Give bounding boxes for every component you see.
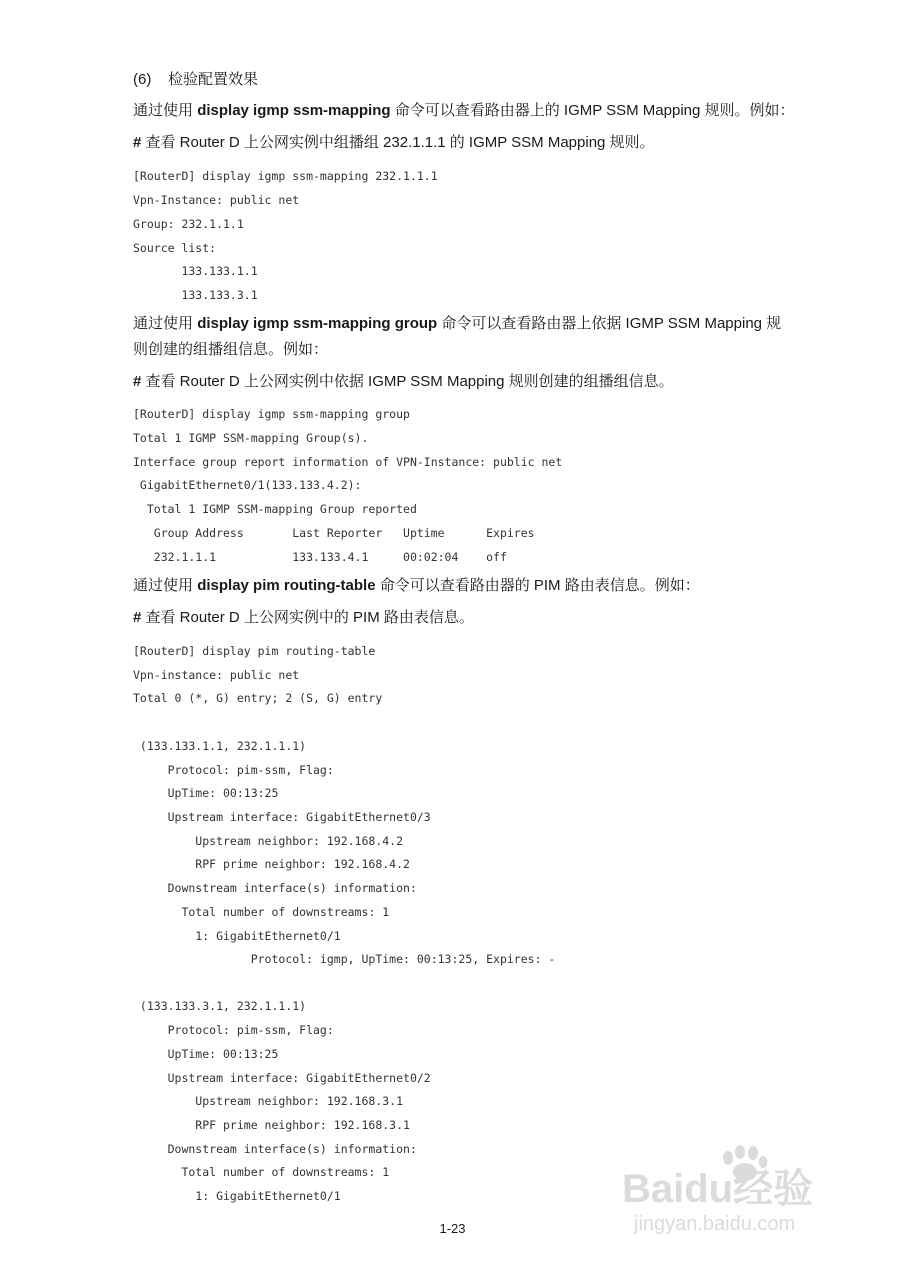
- example-caption: # 查看 Router D 上公网实例中的 PIM 路由表信息。: [133, 609, 474, 626]
- code-line: GigabitEthernet0/1(133.133.4.2):: [133, 478, 362, 492]
- baidu-watermark: [620, 1140, 850, 1240]
- code-line: Upstream neighbor: 192.168.4.2: [133, 834, 404, 848]
- code-line: RPF prime neighbor: 192.168.4.2: [133, 857, 410, 871]
- code-line: [RouterD] display igmp ssm-mapping group: [133, 407, 410, 421]
- code-line: 133.133.1.1: [133, 264, 258, 278]
- code-line: 133.133.3.1: [133, 288, 258, 302]
- code-line: Upstream neighbor: 192.168.3.1: [133, 1094, 404, 1108]
- code-line: Vpn-Instance: public net: [133, 193, 300, 207]
- code-line: Group Address Last Reporter Uptime Expires: [133, 526, 535, 540]
- baidu-paw-logo-icon: [620, 1140, 850, 1240]
- code-line: Interface group report information of VPN-Instance: public net: [133, 455, 563, 469]
- code-line: Total number of downstreams: 1: [133, 1165, 390, 1179]
- code-line: Upstream interface: GigabitEthernet0/2: [133, 1071, 431, 1085]
- code-line: RPF prime neighbor: 192.168.3.1: [133, 1118, 410, 1132]
- code-line: 1: GigabitEthernet0/1: [133, 1189, 341, 1203]
- code-line: Protocol: pim-ssm, Flag:: [133, 1023, 334, 1037]
- command-name: display pim routing-table: [197, 577, 376, 594]
- code-line: 232.1.1.1 133.133.4.1 00:02:04 off: [133, 550, 507, 564]
- code-line: Source list:: [133, 241, 217, 255]
- code-line: Total 0 (*, G) entry; 2 (S, G) entry: [133, 691, 383, 705]
- paragraph-display-igmp-ssm-mapping-group: 通过使用 display igmp ssm-mapping group 命令可以查看路由器上依据 IGMP SSM Mapping 规: [133, 315, 782, 332]
- code-line: Total 1 IGMP SSM-mapping Group(s).: [133, 431, 369, 445]
- command-name: display igmp ssm-mapping group: [197, 315, 438, 332]
- code-line: Protocol: igmp, UpTime: 00:13:25, Expires: -: [133, 952, 556, 966]
- code-line: Vpn-instance: public net: [133, 668, 300, 682]
- code-line: Upstream interface: GigabitEthernet0/3: [133, 810, 431, 824]
- watermark-brand: Baidu经验: [622, 1167, 814, 1211]
- example-caption: # 查看 Router D 上公网实例中依据 IGMP SSM Mapping 规则创建的组播组信息。: [133, 373, 674, 390]
- code-line: Downstream interface(s) information:: [133, 881, 417, 895]
- code-line: [RouterD] display pim routing-table: [133, 644, 376, 658]
- example-caption: # 查看 Router D 上公网实例中组播组 232.1.1.1 的 IGMP SSM Mapping 规则。: [133, 134, 655, 151]
- code-line: Total number of downstreams: 1: [133, 905, 390, 919]
- section-heading: [133, 70, 258, 90]
- watermark-url: jingyan.baidu.com: [634, 1213, 796, 1235]
- code-line: 1: GigabitEthernet0/1: [133, 929, 341, 943]
- section-number: (6): [133, 71, 152, 88]
- code-line: UpTime: 00:13:25: [133, 1047, 279, 1061]
- code-line: [RouterD] display igmp ssm-mapping 232.1.1.1: [133, 169, 438, 183]
- code-line: Group: 232.1.1.1: [133, 217, 244, 231]
- code-line: UpTime: 00:13:25: [133, 786, 279, 800]
- code-line: (133.133.3.1, 232.1.1.1): [133, 999, 307, 1013]
- code-line: Protocol: pim-ssm, Flag:: [133, 763, 334, 777]
- paragraph-display-igmp-ssm-mapping: 通过使用 display igmp ssm-mapping 命令可以查看路由器上的 IGMP SSM Mapping 规则。例如：: [133, 102, 795, 119]
- page-number: 1-23: [439, 1221, 466, 1236]
- code-line: Total 1 IGMP SSM-mapping Group reported: [133, 502, 417, 516]
- code-line: (133.133.1.1, 232.1.1.1): [133, 739, 307, 753]
- paragraph-display-pim-routing-table: 通过使用 display pim routing-table 命令可以查看路由器的 PIM 路由表信息。例如：: [133, 577, 700, 594]
- section-title: 检验配置效果: [168, 71, 259, 88]
- paragraph-continuation: 则创建的组播组信息。例如：: [133, 341, 329, 358]
- code-line: Downstream interface(s) information:: [133, 1142, 417, 1156]
- command-name: display igmp ssm-mapping: [197, 102, 391, 119]
